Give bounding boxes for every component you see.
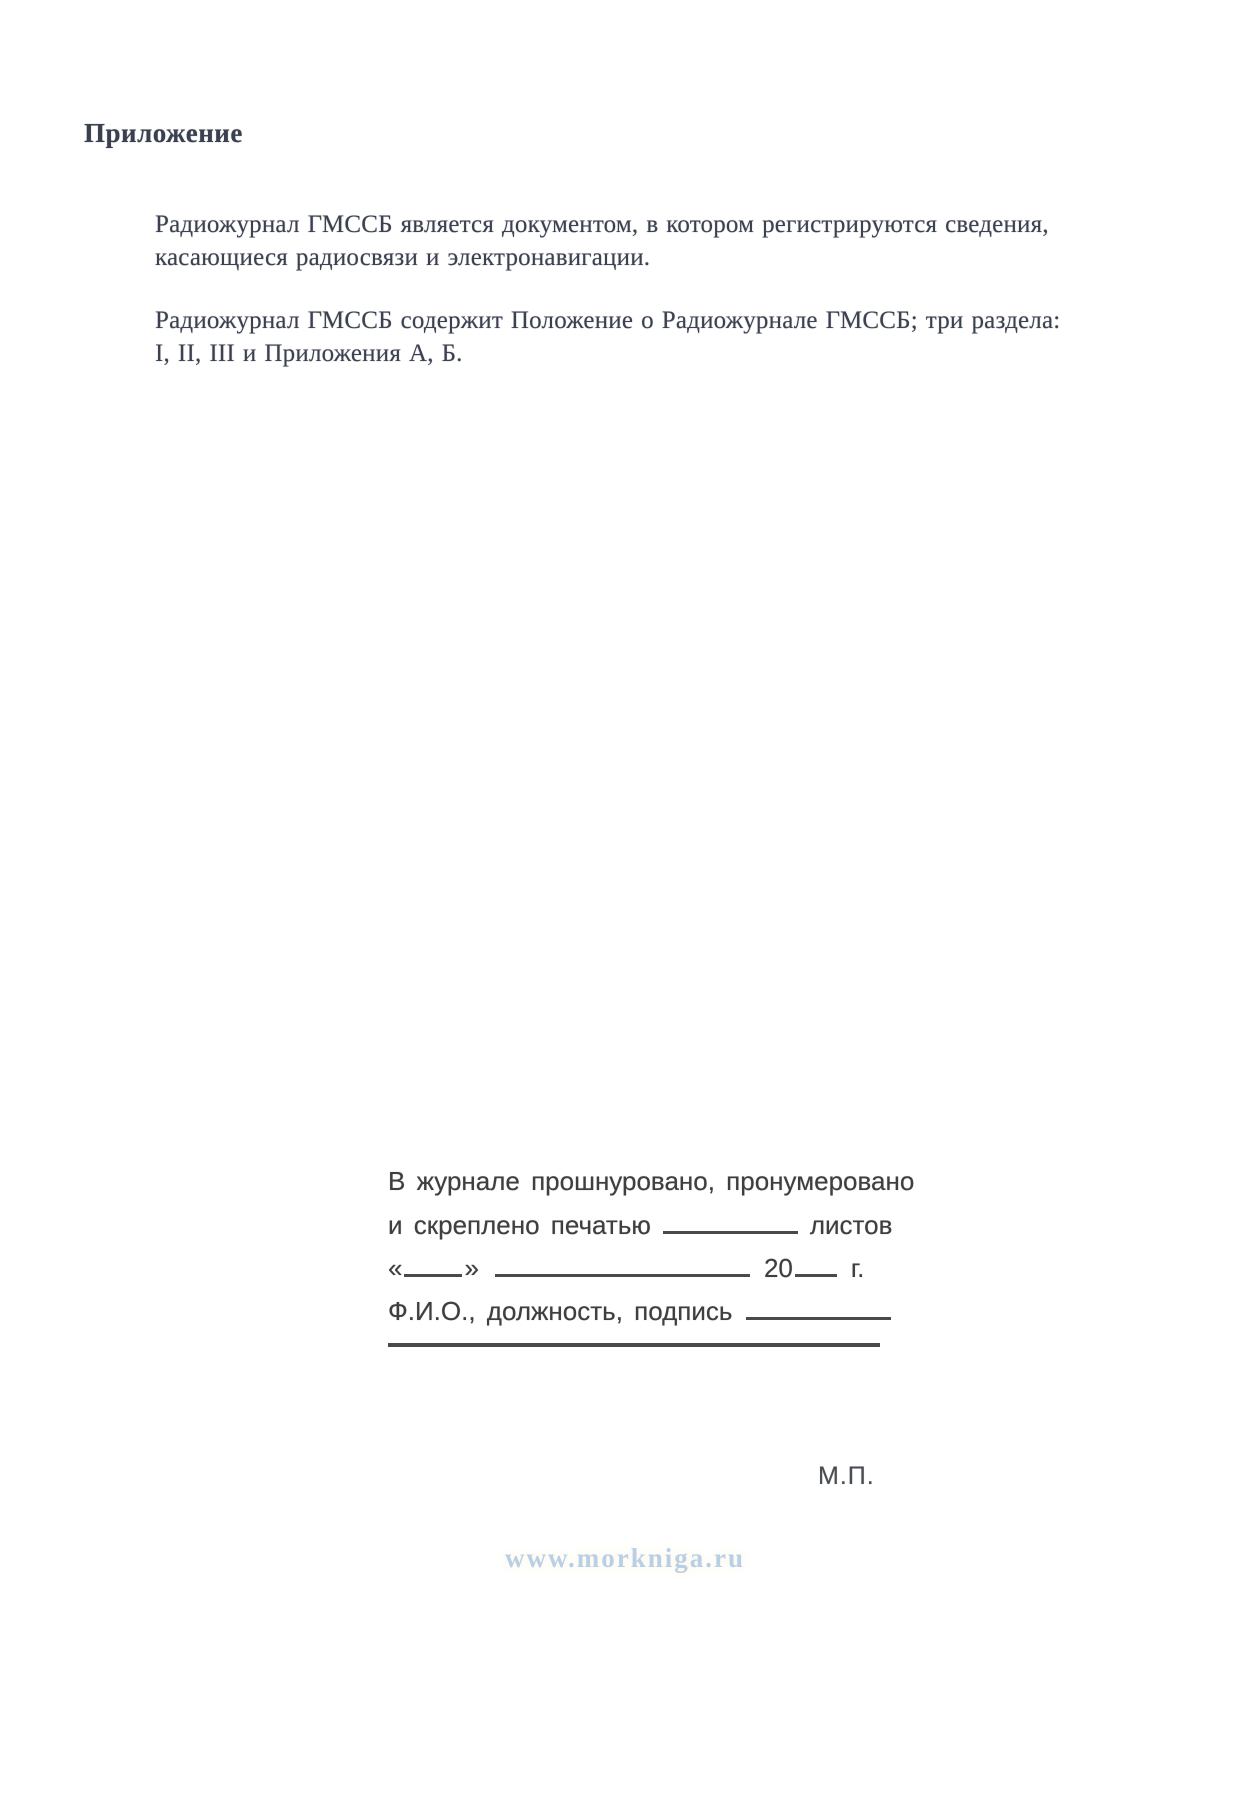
paragraph-2: [155, 304, 1135, 370]
stamp-placeholder: М.П.: [818, 1462, 875, 1490]
paragraph-1-line-1: Радиожурнал ГМССБ является документом, в котором регистрируются сведения,: [155, 211, 1049, 238]
close-quote: »: [464, 1253, 479, 1283]
sheets-label-suffix: листов: [809, 1210, 893, 1240]
sheets-count-blank: [663, 1211, 798, 1234]
certify-line-sheets: [388, 1210, 893, 1240]
day-blank: [404, 1254, 462, 1277]
watermark-text: www.morkniga.ru: [504, 1543, 745, 1573]
binding-certification-block: [388, 1166, 915, 1347]
sheets-label-prefix: и скреплено печатью: [388, 1210, 651, 1240]
signature-blank: [746, 1297, 891, 1320]
certify-line-bound-text: В журнале прошнуровано, пронумеровано: [388, 1166, 915, 1196]
certify-line-name: [388, 1296, 880, 1326]
name-position-signature-label: Ф.И.О., должность, подпись: [388, 1296, 733, 1326]
signature-line: [388, 1343, 880, 1347]
paragraph-2-line-2: I, II, III и Приложения А, Б.: [155, 340, 463, 367]
intro-paragraphs: [155, 208, 1135, 400]
paragraph-2-line-1: Радиожурнал ГМССБ содержит Положение о Радиожурнале ГМССБ; три раздела:: [155, 307, 1061, 334]
year-prefix: 20: [763, 1253, 793, 1283]
paragraph-1: [155, 208, 1135, 274]
paragraph-1-line-2: касающиеся радиосвязи и электронавигации.: [155, 244, 651, 271]
page-title: Приложение: [84, 118, 243, 148]
certify-line-bound: [388, 1166, 915, 1196]
open-quote: «: [388, 1253, 403, 1283]
month-blank: [495, 1254, 750, 1277]
year-suffix: г.: [850, 1253, 865, 1283]
year-blank: [795, 1254, 837, 1277]
certify-line-date: [388, 1253, 880, 1283]
